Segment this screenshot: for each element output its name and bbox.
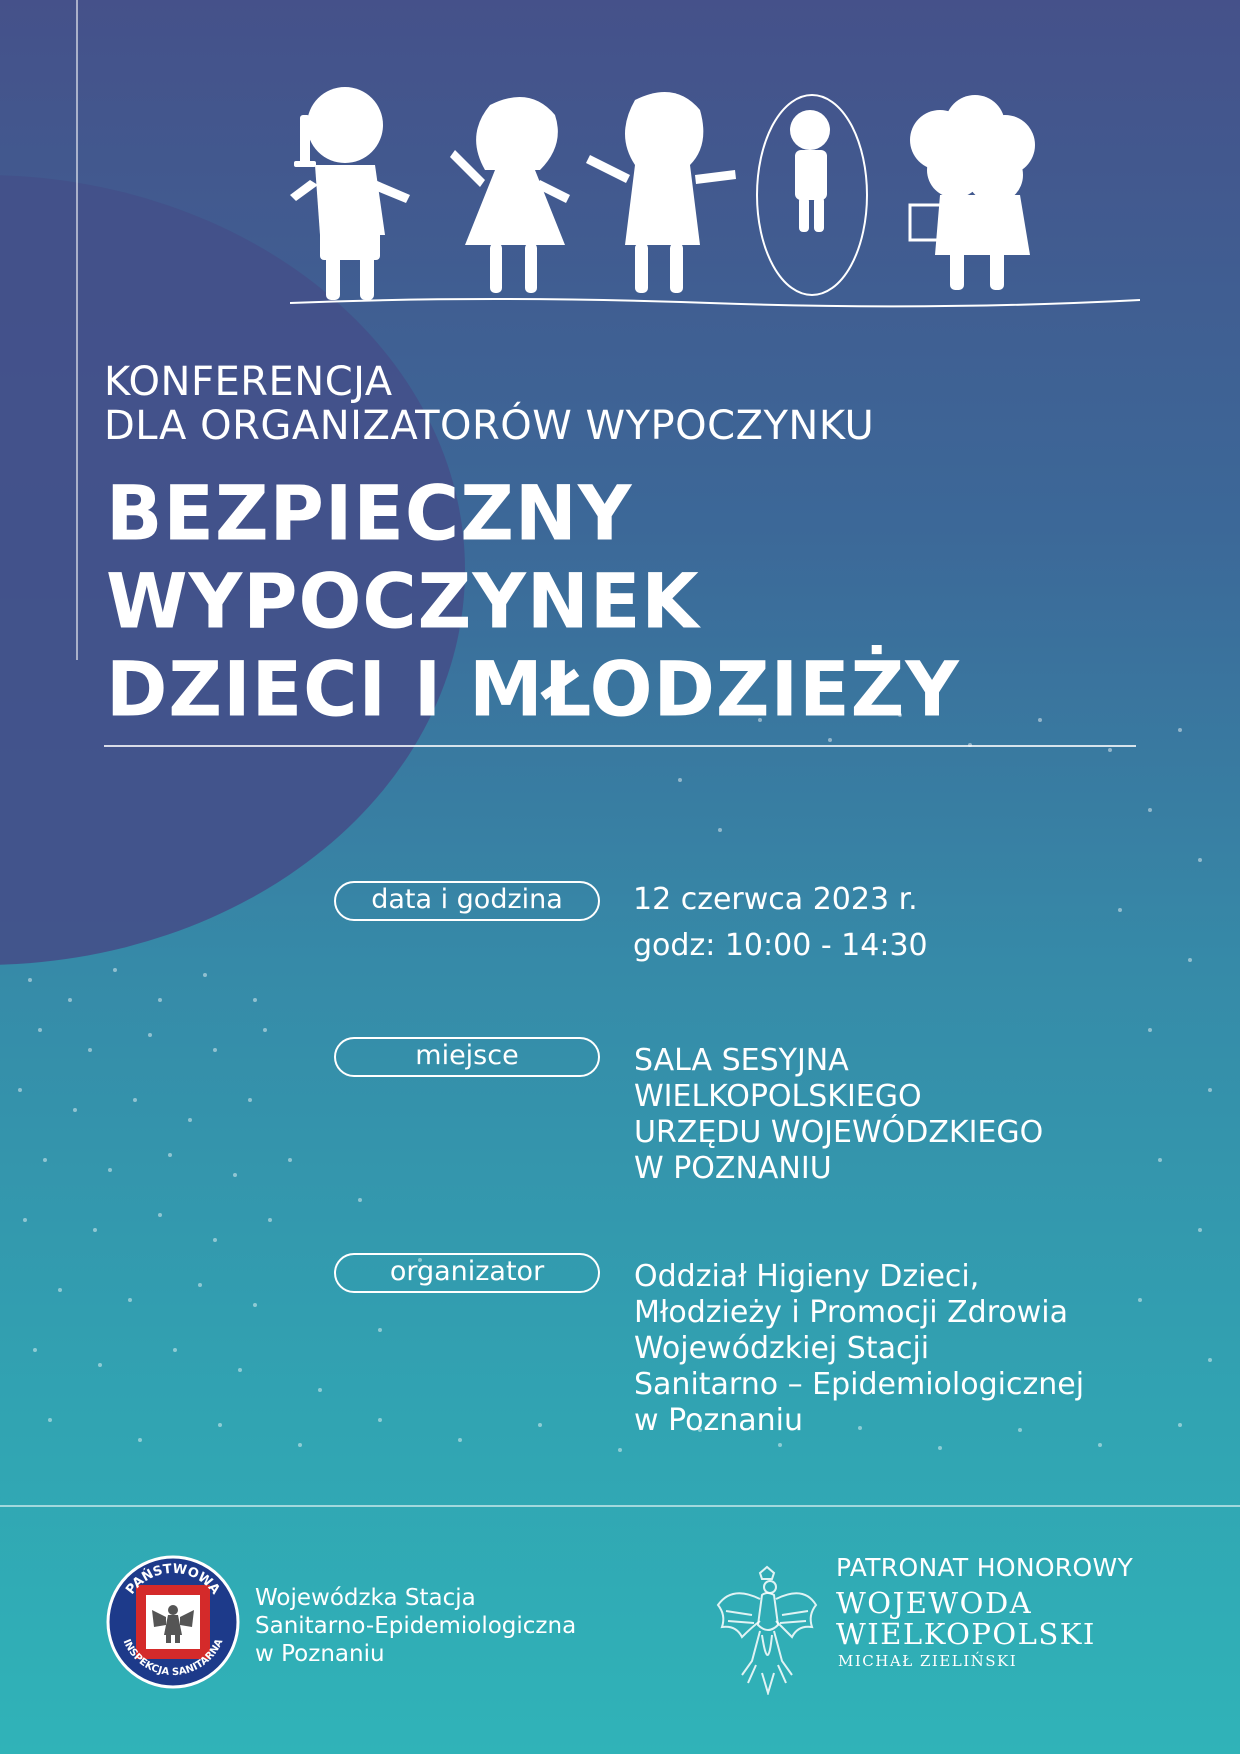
date-value	[633, 882, 928, 964]
kicker-line-1: KONFERENCJA	[104, 359, 393, 405]
sanitary-inspection-logo	[106, 1555, 240, 1689]
page-title	[106, 470, 960, 734]
place-value	[634, 1043, 1043, 1187]
organizer-line-5: w Poznaniu	[634, 1403, 803, 1438]
organizer-line-4: Sanitarno – Epidemiologicznej	[634, 1367, 1085, 1402]
place-line-3: URZĘDU WOJEWÓDZKIEGO	[634, 1115, 1044, 1150]
title-line-2: WYPOCZYNEK	[106, 558, 700, 646]
footer-divider	[0, 1505, 1240, 1507]
place-line-4: W POZNANIU	[634, 1151, 832, 1186]
wsse-line-1: Wojewódzka Stacja	[255, 1585, 476, 1611]
organizer-value	[634, 1259, 1084, 1439]
wsse-line-2: Sanitarno-Epidemiologiczna	[255, 1613, 577, 1639]
logo-ring-bottom: INSPEKCJA SANITARNA	[120, 1637, 226, 1679]
place-label: miejsce	[334, 1037, 600, 1077]
wsse-line-3: w Poznaniu	[255, 1641, 385, 1667]
organizer-line-3: Wojewódzkiej Stacji	[634, 1331, 930, 1366]
wojewoda-name: MICHAŁ ZIELIŃSKI	[838, 1652, 1018, 1670]
children-silhouettes	[290, 85, 1140, 315]
organizer-line-2: Młodzieży i Promocji Zdrowia	[634, 1295, 1069, 1330]
logo-ring-top: PAŃSTWOWA	[123, 1561, 223, 1598]
place-line-2: WIELKOPOLSKIEGO	[634, 1079, 922, 1114]
organizer-line-1: Oddział Higieny Dzieci,	[634, 1259, 980, 1294]
patron-label: PATRONAT HONOROWY	[836, 1553, 1134, 1582]
wojewoda-title	[836, 1588, 1096, 1650]
wojewoda-line-1: WOJEWODA	[836, 1586, 1033, 1620]
time-line: godz: 10:00 - 14:30	[633, 928, 928, 963]
title-divider	[104, 745, 1136, 747]
title-line-3: DZIECI I MŁODZIEŻY	[106, 646, 960, 734]
wojewoda-line-2: WIELKOPOLSKI	[836, 1617, 1096, 1651]
polish-eagle-icon	[712, 1565, 822, 1695]
title-line-1: BEZPIECZNY	[106, 470, 633, 558]
kicker	[104, 360, 874, 448]
place-line-1: SALA SESYJNA	[634, 1043, 849, 1078]
vertical-rule	[76, 0, 78, 660]
organizer-label: organizator	[334, 1253, 600, 1293]
date-label: data i godzina	[334, 881, 600, 921]
kicker-line-2: DLA ORGANIZATORÓW WYPOCZYNKU	[104, 403, 875, 449]
wsse-name	[255, 1584, 576, 1668]
date-line: 12 czerwca 2023 r.	[633, 882, 918, 917]
